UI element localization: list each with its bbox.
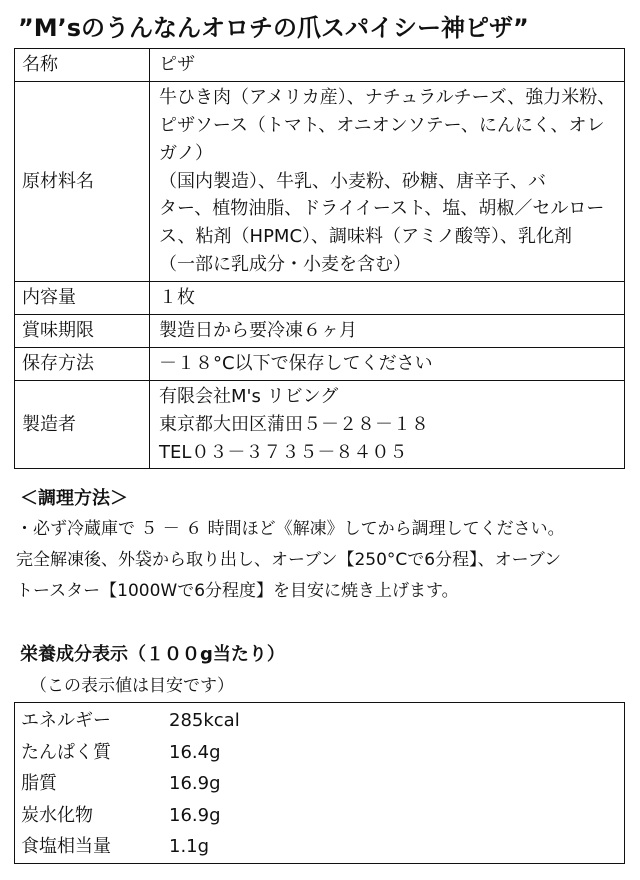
nutrition-note: （この表示値は目安です） [30, 676, 234, 696]
nutrition-name: 炭水化物 [21, 804, 93, 826]
nutrition-value: 16.4g [169, 741, 221, 763]
nutrition-name: エネルギー [21, 710, 111, 731]
nutrition-heading: 栄養成分表示（１００g当たり） [20, 644, 285, 665]
quantity-value: １枚 [150, 282, 625, 315]
name-key: 名称 [15, 49, 150, 82]
nutrition-value: 16.9g [169, 773, 221, 794]
nutrition-row-fat [15, 768, 624, 800]
maker-phone: TEL０３－３７３５－８４０５ [159, 441, 408, 463]
preparation-heading: ＜調理方法＞ [20, 488, 128, 509]
ingredients-line: （国内製造）、牛乳、小麦粉、砂糖、唐辛子、バ [159, 170, 546, 192]
nutrition-table [14, 702, 625, 864]
ingredients-line: ピザソース（トマト、オニオンソテー、にんにく、オレガノ） [159, 114, 605, 164]
ingredients-line: 牛ひき肉（アメリカ産）、ナチュラルチーズ、強力米粉、 [159, 86, 616, 108]
product-label-table [14, 48, 625, 469]
nutrition-row-protein [15, 737, 624, 769]
maker-value [150, 380, 625, 469]
maker-key: 製造者 [15, 380, 150, 469]
label-row-storage [15, 347, 625, 380]
label-row-expiry [15, 315, 625, 348]
maker-company: 有限会社M's リビング [159, 385, 339, 407]
label-row-maker [15, 380, 625, 469]
ingredients-key: 原材料名 [15, 81, 150, 281]
preparation-line: トースター【1000Wで6分程度】を目安に焼き上げます。 [16, 581, 459, 601]
nutrition-row-carbohydrate [15, 800, 624, 832]
preparation-line: 完全解凍後、外袋から取り出し、オーブン【250°Cで6分程】、オーブン [16, 550, 562, 570]
storage-value: －１８°C以下で保存してください [150, 347, 625, 380]
label-row-name [15, 49, 625, 82]
nutrition-value: 1.1g [169, 836, 210, 857]
label-row-ingredients [15, 81, 625, 281]
storage-key: 保存方法 [15, 347, 150, 380]
preparation-text [16, 514, 628, 607]
nutrition-value: 16.9g [169, 804, 221, 826]
nutrition-name: 脂質 [21, 773, 57, 794]
ingredients-line: ター、植物油脂、ドライイースト、塩、胡椒／セルロー [159, 198, 605, 220]
nutrition-name: たんぱく質 [21, 741, 111, 763]
ingredients-value [150, 81, 625, 281]
expiry-key: 賞味期限 [15, 315, 150, 348]
nutrition-row-salt [15, 831, 624, 863]
maker-address: 東京都大田区蒲田５－２８－１８ [159, 413, 429, 435]
nutrition-value: 285kcal [169, 710, 240, 731]
expiry-value: 製造日から要冷凍６ヶ月 [150, 315, 625, 348]
preparation-line: ・必ず冷蔵庫で ５ － ６ 時間ほど《解凍》してから調理してください。 [16, 519, 565, 539]
nutrition-name: 食塩相当量 [21, 836, 111, 857]
name-value: ピザ [150, 49, 625, 82]
label-row-quantity [15, 282, 625, 315]
product-title: ”M’sのうんなんオロチの爪スパイシー神ピザ” [18, 14, 529, 42]
ingredients-line: ス、粘剤（HPMC）、調味料（アミノ酸等）、乳化剤 [159, 226, 573, 248]
nutrition-row-energy [15, 705, 624, 737]
quantity-key: 内容量 [15, 282, 150, 315]
ingredients-line: （一部に乳成分・小麦を含む） [159, 254, 411, 276]
